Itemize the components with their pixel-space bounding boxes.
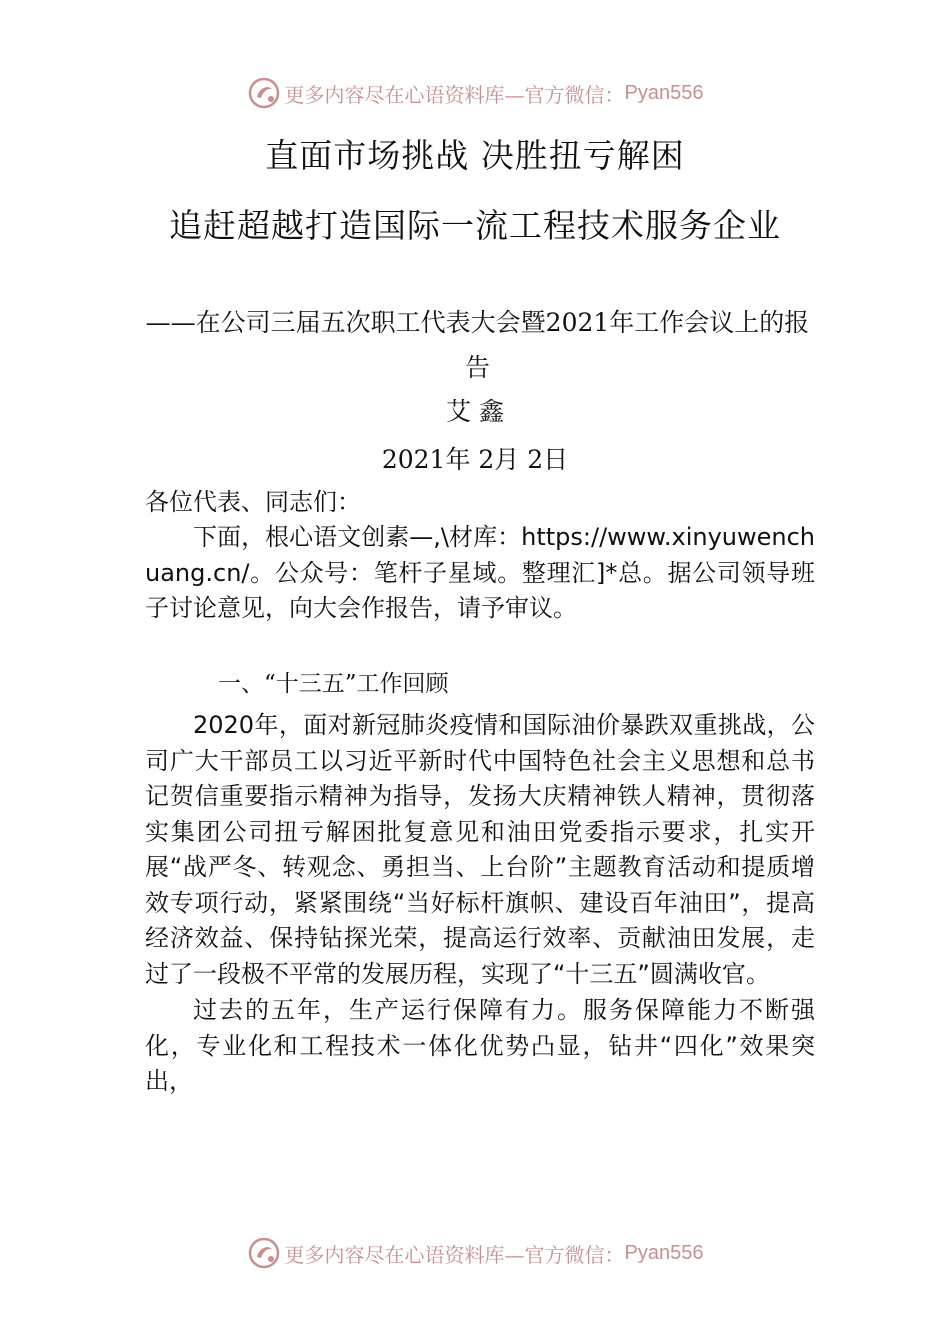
document-author: 艾 鑫 [446, 397, 504, 426]
document-date: 2021年 2月 2日 [381, 445, 569, 474]
document-title-line-2: 追赶超越打造国际一流工程技术服务企业 [169, 206, 781, 245]
document-subtitle: ——在公司三届五次职工代表大会暨2021年工作会议上的报告 [145, 308, 810, 382]
greeting: 各位代表、同志们： [145, 488, 361, 516]
document-title-line-1: 直面市场挑战 决胜扭亏解困 [265, 136, 685, 175]
watermark-text: 更多内容尽在心语资料库—官方微信： [284, 82, 625, 107]
section-heading-1: 一、“十三五”工作回顾 [218, 671, 449, 697]
paragraph-five-years: 过去的五年，生产运行保障有力。服务保障能力不断强化，专业化和工程技术一体化优势凸显，钻井“四化”效果突出， [145, 996, 815, 1095]
watermark-logo-icon [247, 76, 281, 110]
watermark-text: 更多内容尽在心语资料库—官方微信： [284, 1242, 625, 1267]
watermark-logo-icon [247, 1236, 281, 1270]
paragraph-intro: 下面，根心语文创素—,\材库：https://www.xinyuwenchuang.cn/。公众号：笔杆子星域。整理汇]*总。据公司领导班子讨论意见，向大会作报告，请予审议。 [145, 523, 815, 622]
watermark-top [0, 75, 950, 111]
watermark-handle: Pyan556 [624, 81, 704, 104]
paragraph-2020-review: 2020年，面对新冠肺炎疫情和国际油价暴跌双重挑战，公司广大干部员工以习近平新时代中国特色社会主义思想和总书记贺信重要指示精神为指导，发扬大庆精神铁人精神，贯彻落实集团公司扭亏解困批复意见和油田党委指示要求，扎实开展“战严冬、转观念、勇担当、上台阶”主题教育活动和提质增效专项行动，紧紧围绕“当好标杆旗帜、建设百年油田”，提高经济效益、保持钻探光荣，提高运行效率、贡献油田发展，走过了一段极不平常的发展历程，实现了“十三五”圆满收官。 [145, 711, 815, 988]
watermark-bottom [0, 1235, 950, 1271]
watermark-handle: Pyan556 [624, 1241, 704, 1264]
